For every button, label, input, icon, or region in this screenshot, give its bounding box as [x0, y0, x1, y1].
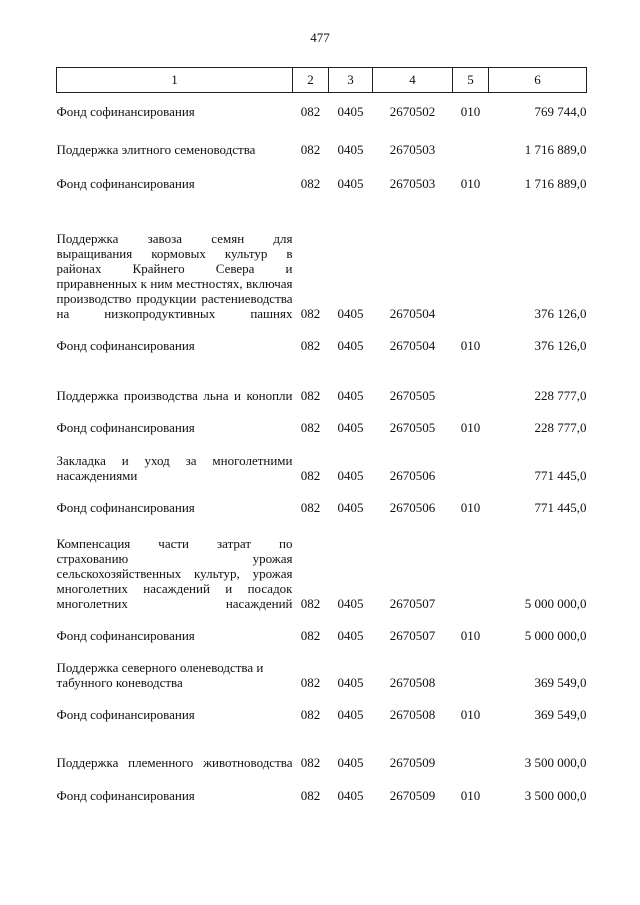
header-cell-5: 5 [453, 68, 489, 93]
table-row [57, 403, 587, 435]
row-target-code: 2670508 [389, 674, 436, 690]
table-row [57, 93, 587, 119]
row-amount: 228 777,0 [534, 387, 587, 403]
row-expense-type [453, 435, 489, 483]
table-row [57, 435, 587, 483]
row-expense-type [453, 353, 489, 403]
header-cell-1: 1 [57, 68, 293, 93]
table-row [57, 353, 587, 403]
row-section-code: 0405 [337, 175, 364, 191]
row-target-code: 2670507 [389, 627, 436, 643]
row-amount: 1 716 889,0 [524, 175, 587, 191]
row-expense-type: 010 [460, 627, 481, 643]
row-amount: 771 445,0 [534, 499, 587, 515]
header-row [57, 68, 587, 93]
table-row [57, 690, 587, 722]
row-name: Фонд софинансирования [56, 419, 195, 435]
row-ministry-code: 082 [300, 787, 321, 803]
row-expense-type: 010 [460, 175, 481, 191]
row-expense-type [453, 643, 489, 690]
table-row [57, 770, 587, 803]
header-cell-6: 6 [489, 68, 587, 93]
row-amount: 228 777,0 [534, 419, 587, 435]
table-row [57, 483, 587, 515]
row-ministry-code: 082 [300, 754, 321, 770]
row-amount: 369 549,0 [534, 706, 587, 722]
row-ministry-code: 082 [300, 387, 321, 403]
row-amount: 769 744,0 [534, 103, 587, 119]
table-row [57, 119, 587, 157]
row-section-code: 0405 [337, 787, 364, 803]
row-amount: 5 000 000,0 [524, 627, 587, 643]
row-amount: 3 500 000,0 [524, 787, 587, 803]
row-name: Компенсация части затрат по страхованию урожая сельскохозяйственных культур, урожая многолетних насаждений и посадок многолетних насаждений [56, 535, 293, 611]
row-section-code: 0405 [337, 706, 364, 722]
row-target-code: 2670502 [389, 103, 436, 119]
row-name: Фонд софинансирования [56, 706, 195, 722]
row-section-code: 0405 [337, 103, 364, 119]
row-ministry-code: 082 [300, 627, 321, 643]
row-expense-type: 010 [460, 706, 481, 722]
header-cell-4: 4 [373, 68, 453, 93]
row-ministry-code: 082 [300, 305, 321, 321]
row-section-code: 0405 [337, 627, 364, 643]
row-name: Поддержка племенного животноводства [56, 754, 293, 770]
row-expense-type: 010 [460, 103, 481, 119]
table-row [57, 611, 587, 643]
row-expense-type [453, 722, 489, 770]
row-expense-type: 010 [460, 337, 481, 353]
row-expense-type [453, 515, 489, 611]
row-target-code: 2670505 [389, 387, 436, 403]
table-row [57, 321, 587, 353]
row-amount: 1 716 889,0 [524, 141, 587, 157]
row-name: Фонд софинансирования [56, 103, 195, 119]
row-section-code: 0405 [337, 141, 364, 157]
row-name: Фонд софинансирования [56, 175, 195, 191]
row-amount: 369 549,0 [534, 674, 587, 690]
row-target-code: 2670504 [389, 337, 436, 353]
row-ministry-code: 082 [300, 337, 321, 353]
row-section-code: 0405 [337, 337, 364, 353]
row-target-code: 2670505 [389, 419, 436, 435]
row-amount: 3 500 000,0 [524, 754, 587, 770]
row-ministry-code: 082 [300, 706, 321, 722]
row-amount: 5 000 000,0 [524, 595, 587, 611]
row-expense-type [453, 119, 489, 157]
row-name: Фонд софинансирования [56, 627, 195, 643]
budget-table [56, 67, 587, 803]
row-target-code: 2670509 [389, 754, 436, 770]
row-section-code: 0405 [337, 305, 364, 321]
row-amount: 376 126,0 [534, 337, 587, 353]
row-ministry-code: 082 [300, 175, 321, 191]
row-target-code: 2670508 [389, 706, 436, 722]
table-row [57, 157, 587, 191]
row-name: Поддержка завоза семян для выращивания кормовых культур в районах Крайнего Севера и приравненных к ним местностях, включая производство продукции растениеводства на низкопродуктивных пашнях [56, 230, 293, 321]
row-section-code: 0405 [337, 595, 364, 611]
row-ministry-code: 082 [300, 141, 321, 157]
row-ministry-code: 082 [300, 595, 321, 611]
row-amount: 376 126,0 [534, 305, 587, 321]
table-row [57, 722, 587, 770]
row-section-code: 0405 [337, 467, 364, 483]
row-section-code: 0405 [337, 674, 364, 690]
row-expense-type: 010 [460, 787, 481, 803]
header-cell-2: 2 [293, 68, 329, 93]
row-name: Фонд софинансирования [56, 337, 195, 353]
row-expense-type [453, 191, 489, 321]
row-section-code: 0405 [337, 419, 364, 435]
row-ministry-code: 082 [300, 467, 321, 483]
row-target-code: 2670503 [389, 175, 436, 191]
row-ministry-code: 082 [300, 419, 321, 435]
row-target-code: 2670506 [389, 499, 436, 515]
row-name: Поддержка производства льна и конопли [56, 387, 293, 403]
row-target-code: 2670506 [389, 467, 436, 483]
row-section-code: 0405 [337, 387, 364, 403]
page-number: 477 [310, 30, 330, 45]
row-target-code: 2670509 [389, 787, 436, 803]
row-target-code: 2670503 [389, 141, 436, 157]
row-name: Закладка и уход за многолетними насаждениями [56, 452, 293, 483]
table-row [57, 643, 587, 690]
row-expense-type: 010 [460, 499, 481, 515]
row-section-code: 0405 [337, 499, 364, 515]
row-ministry-code: 082 [300, 674, 321, 690]
row-target-code: 2670504 [389, 305, 436, 321]
table-row [57, 191, 587, 321]
row-name: Фонд софинансирования [56, 499, 195, 515]
row-name: Поддержка элитного семеноводства [56, 141, 256, 157]
header-cell-3: 3 [329, 68, 373, 93]
row-name: Поддержка северного оленеводства и табунного коневодства [56, 659, 264, 690]
row-target-code: 2670507 [389, 595, 436, 611]
row-ministry-code: 082 [300, 103, 321, 119]
table-row [57, 515, 587, 611]
row-section-code: 0405 [337, 754, 364, 770]
row-ministry-code: 082 [300, 499, 321, 515]
row-expense-type: 010 [460, 419, 481, 435]
row-name: Фонд софинансирования [56, 787, 195, 803]
row-amount: 771 445,0 [534, 467, 587, 483]
